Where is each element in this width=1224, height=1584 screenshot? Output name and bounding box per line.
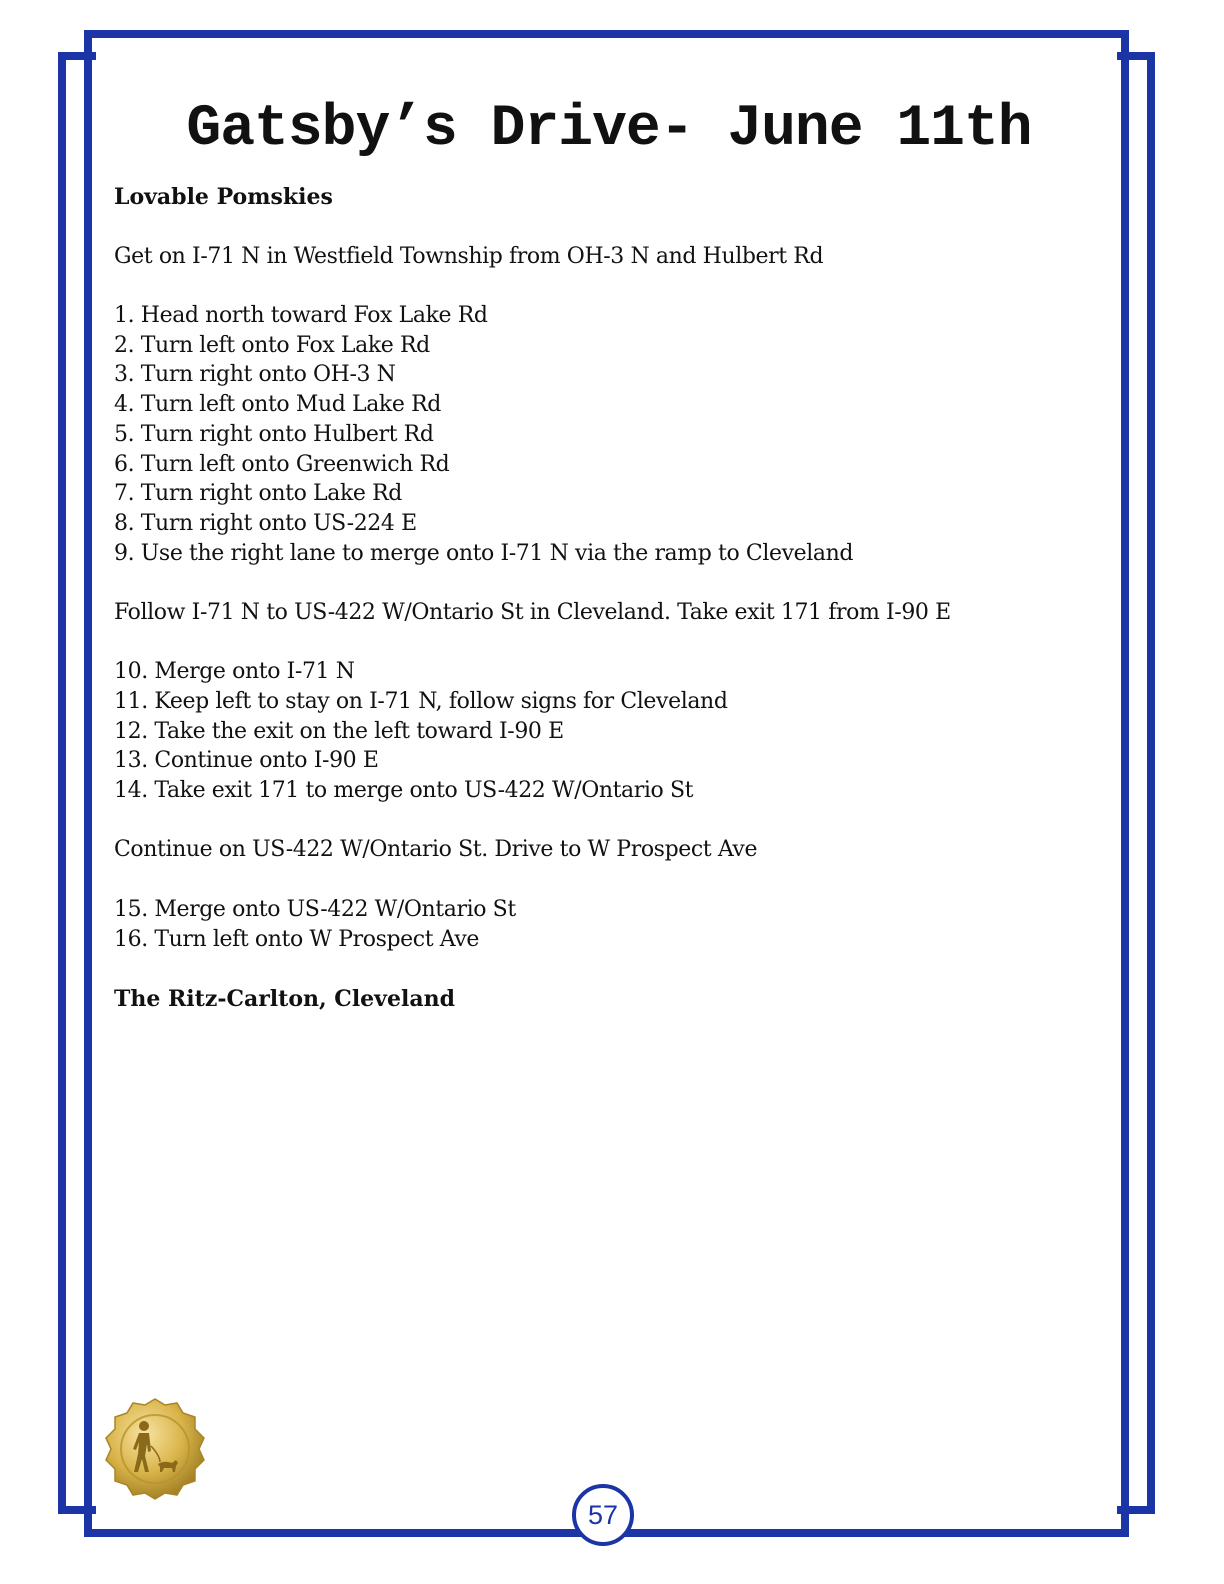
direction-step: 1. Head north toward Fox Lake Rd <box>114 303 488 329</box>
direction-step: 6. Turn left onto Greenwich Rd <box>114 451 450 477</box>
direction-step: 4. Turn left onto Mud Lake Rd <box>114 392 441 418</box>
route-section-2 <box>114 598 1104 806</box>
page-number-badge <box>572 1484 634 1546</box>
section-summary: Follow I-71 N to US-422 W/Ontario St in Cleveland. Take exit 171 from I-90 E <box>114 599 951 625</box>
page-number: 57 <box>587 1499 619 1530</box>
route-section-1 <box>114 242 1104 569</box>
direction-step: 16. Turn left onto W Prospect Ave <box>114 926 479 952</box>
direction-step: 9. Use the right lane to merge onto I-71 N via the ramp to Cleveland <box>114 540 854 566</box>
directions-document <box>114 92 1104 1014</box>
section-summary: Continue on US-422 W/Ontario St. Drive to W Prospect Ave <box>114 837 758 863</box>
direction-step: 3. Turn right onto OH-3 N <box>114 362 396 388</box>
route-section-3 <box>114 835 1104 954</box>
section-summary: Get on I-71 N in Westfield Township from OH-3 N and Hulbert Rd <box>114 243 824 269</box>
direction-step: 11. Keep left to stay on I-71 N, follow signs for Cleveland <box>114 689 728 714</box>
wax-seal-walker-dog-icon <box>102 1396 208 1502</box>
direction-step: 10. Merge onto I-71 N <box>114 659 355 685</box>
direction-step: 5. Turn right onto Hulbert Rd <box>114 421 434 447</box>
direction-step: 8. Turn right onto US-224 E <box>114 510 417 536</box>
direction-step: 2. Turn left onto Fox Lake Rd <box>114 332 430 358</box>
end-location: The Ritz-Carlton, Cleveland <box>114 985 455 1012</box>
direction-step: 13. Continue onto I-90 E <box>114 748 379 774</box>
direction-step: 7. Turn right onto Lake Rd <box>114 481 402 507</box>
direction-step: 15. Merge onto US-422 W/Ontario St <box>114 896 516 922</box>
page-title: Gatsby’s Drive- June 11th <box>186 97 1032 162</box>
start-location: Lovable Pomskies <box>114 184 333 210</box>
direction-step: 12. Take the exit on the left toward I-90 E <box>114 718 564 744</box>
direction-step: 14. Take exit 171 to merge onto US-422 W/Ontario St <box>114 778 694 804</box>
